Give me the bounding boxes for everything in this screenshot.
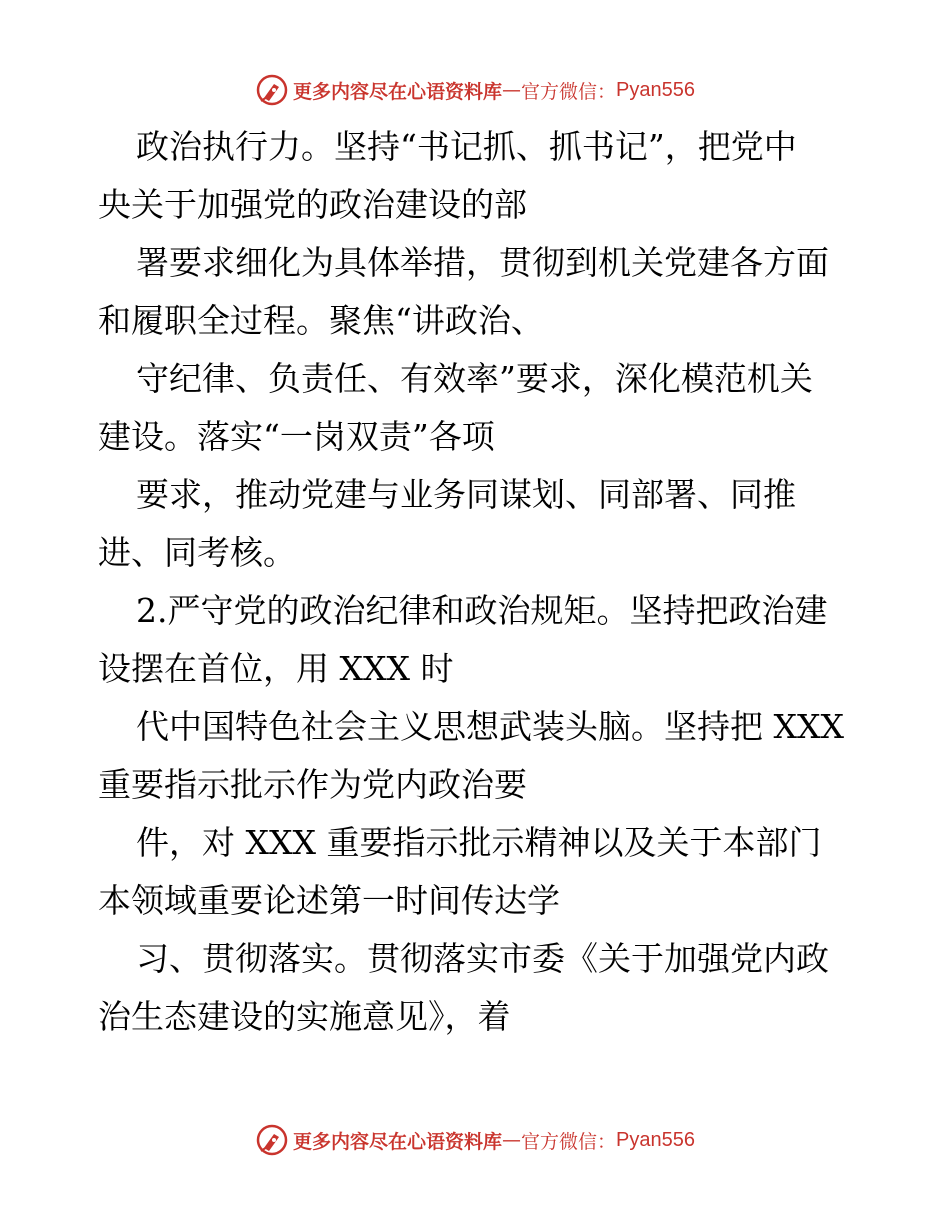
watermark-text: 更多内容尽在心语资料库 xyxy=(293,1130,503,1153)
text-line: 和履职全过程。聚焦“讲政治、 xyxy=(98,301,544,340)
text-line: 建设。落实“一岗双责”各项 xyxy=(98,417,495,456)
text-line: 设摆在首位，用 XXX 时 xyxy=(98,649,454,688)
text-line: 要求，推动党建与业务同谋划、同部署、同推 xyxy=(136,475,796,514)
text-line: 2.严守党的政治纪律和政治规矩。坚持把政治建 xyxy=(136,591,828,630)
text-line: 本领域重要论述第一时间传达学 xyxy=(98,881,560,920)
pen-nib-logo-icon xyxy=(255,1123,289,1157)
watermark-contact-id: Pyan556 xyxy=(616,1128,695,1151)
pen-nib-logo-icon xyxy=(255,73,289,107)
watermark-text: 更多内容尽在心语资料库 xyxy=(293,80,503,103)
document-body xyxy=(98,118,858,1046)
text-line: 署要求细化为具体举措，贯彻到机关党建各方面 xyxy=(136,243,829,282)
text-line: 进、同考核。 xyxy=(98,533,296,572)
text-line: 守纪律、负责任、有效率”要求，深化模范机关 xyxy=(136,359,813,398)
text-line: 重要指示批示作为党内政治要 xyxy=(98,765,527,804)
text-line: 件，对 XXX 重要指示批示精神以及关于本部门 xyxy=(136,823,822,862)
text-line: 央关于加强党的政治建设的部 xyxy=(98,185,527,224)
header-watermark xyxy=(0,70,950,110)
watermark-contact-id: Pyan556 xyxy=(616,78,695,101)
watermark-contact-label: 官方微信： xyxy=(521,1130,617,1153)
watermark-separator: — xyxy=(502,79,522,101)
text-line: 代中国特色社会主义思想武装头脑。坚持把 XXX xyxy=(136,707,844,746)
text-line: 政治执行力。坚持“书记抓、抓书记”，把党中 xyxy=(136,127,797,166)
footer-watermark xyxy=(0,1120,950,1160)
text-line: 治生态建设的实施意见》，着 xyxy=(98,997,511,1036)
text-line: 习、贯彻落实。贯彻落实市委《关于加强党内政 xyxy=(136,939,829,978)
watermark-separator: — xyxy=(502,1129,522,1151)
watermark-contact-label: 官方微信： xyxy=(521,80,617,103)
